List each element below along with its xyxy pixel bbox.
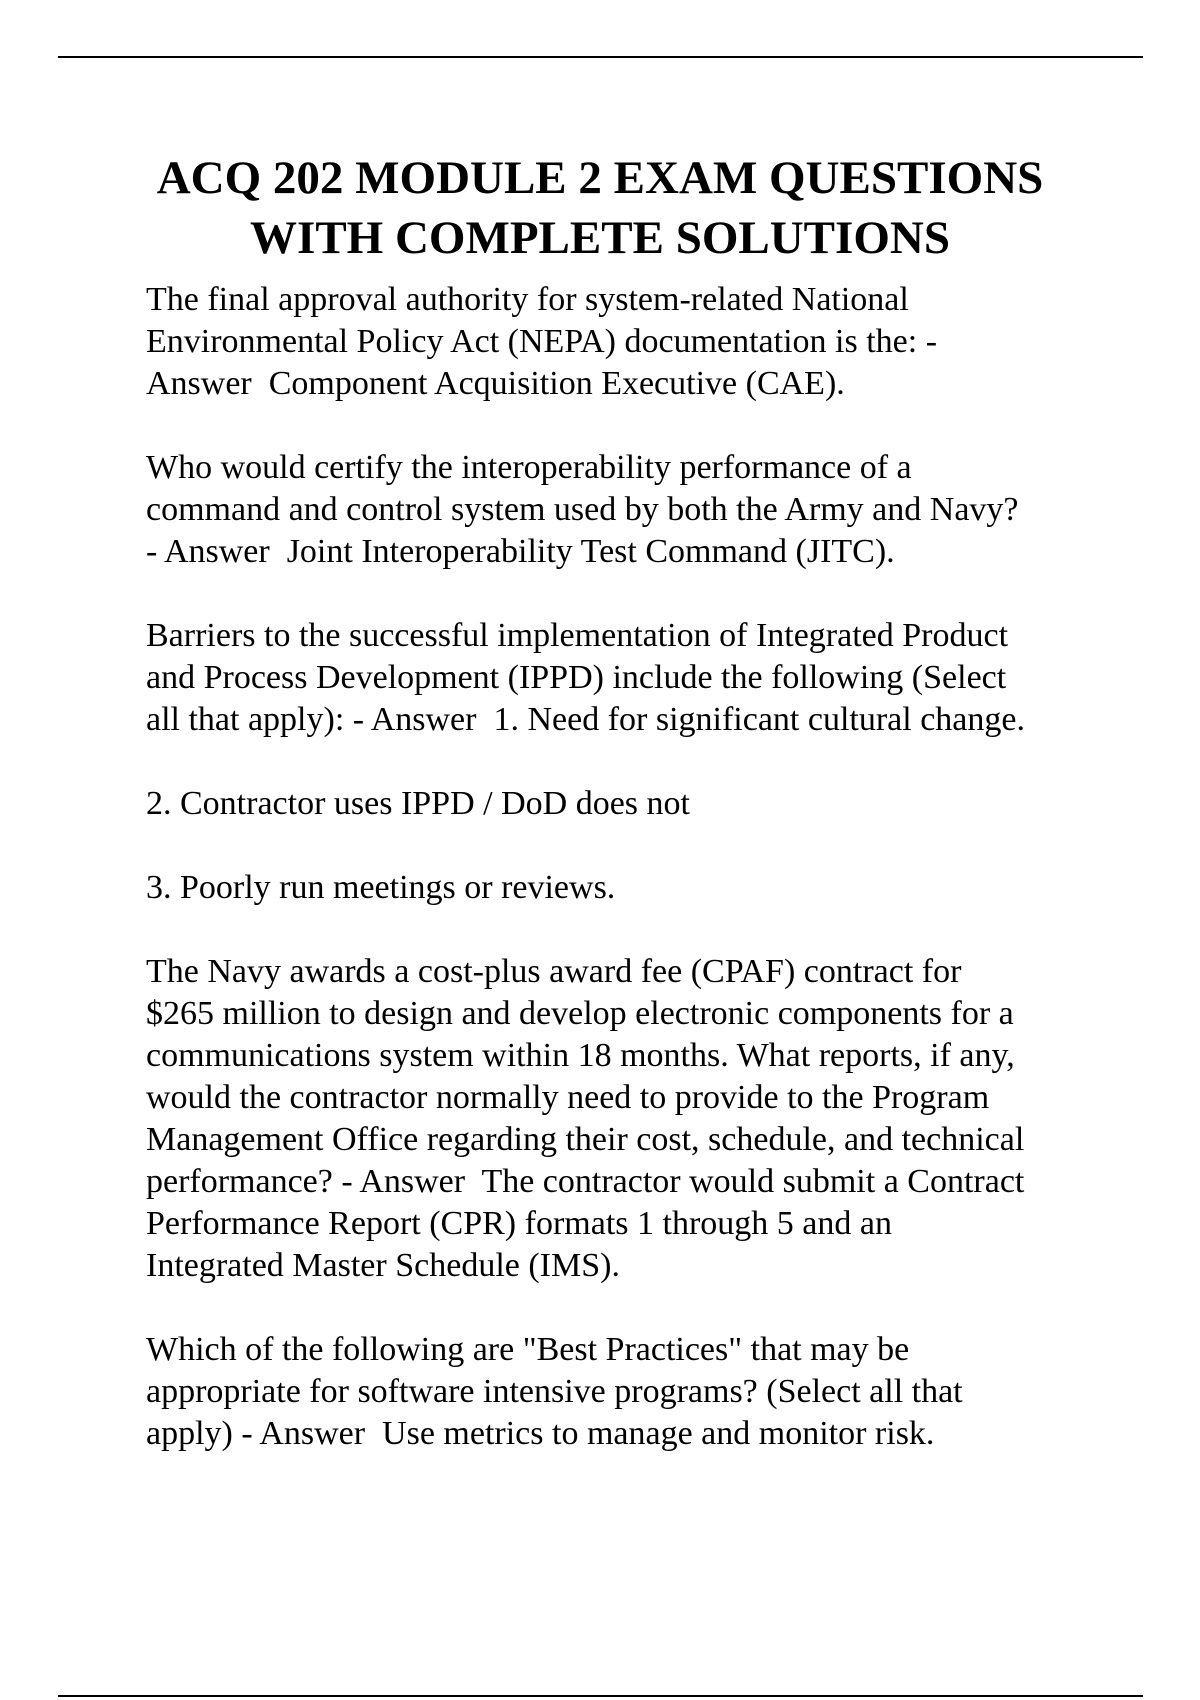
text-line: apply) - Answer Use metrics to manage and monitor risk. [146, 1415, 935, 1452]
qa-paragraph-cpaf-reports [146, 951, 1146, 1287]
answer-item-3 [146, 867, 1146, 909]
text-line: communications system within 18 months. What reports, if any, [146, 1037, 1015, 1074]
title-line: WITH COMPLETE SOLUTIONS [250, 212, 950, 264]
answer-item-2 [146, 783, 1146, 825]
qa-paragraph-nepa [146, 279, 1146, 405]
text-line: Integrated Master Schedule (IMS). [146, 1247, 620, 1284]
text-line: and Process Development (IPPD) include the following (Select [146, 659, 1007, 696]
page-title [100, 148, 1100, 268]
text-line: Performance Report (CPR) formats 1 through 5 and an [146, 1205, 892, 1242]
text-line: The final approval authority for system-related National [146, 281, 909, 318]
text-line: Management Office regarding their cost, schedule, and technical [146, 1121, 1025, 1158]
text-line: Answer Component Acquisition Executive (CAE). [146, 365, 845, 402]
text-line: Environmental Policy Act (NEPA) documentation is the: - [146, 323, 938, 360]
bottom-divider [58, 1695, 1143, 1697]
qa-paragraph-ippd-barriers [146, 615, 1146, 741]
text-line: 3. Poorly run meetings or reviews. [146, 869, 616, 906]
qa-paragraph-best-practices [146, 1329, 1146, 1455]
text-line: The Navy awards a cost-plus award fee (CPAF) contract for [146, 953, 962, 990]
text-line: performance? - Answer The contractor would submit a Contract [146, 1163, 1025, 1200]
text-line: appropriate for software intensive programs? (Select all that [146, 1373, 963, 1410]
text-line: 2. Contractor uses IPPD / DoD does not [146, 785, 690, 822]
text-line: Who would certify the interoperability performance of a [146, 449, 912, 486]
text-line: Which of the following are "Best Practices" that may be [146, 1331, 910, 1368]
text-line: all that apply): - Answer 1. Need for significant cultural change. [146, 701, 1025, 738]
qa-paragraph-interoperability [146, 447, 1146, 573]
text-line: - Answer Joint Interoperability Test Command (JITC). [146, 533, 895, 570]
text-line: command and control system used by both the Army and Navy? [146, 491, 1019, 528]
title-line: ACQ 202 MODULE 2 EXAM QUESTIONS [156, 152, 1044, 204]
text-line: Barriers to the successful implementation of Integrated Product [146, 617, 1009, 654]
document-body [146, 279, 1146, 1497]
text-line: would the contractor normally need to provide to the Program [146, 1079, 990, 1116]
text-line: $265 million to design and develop electronic components for a [146, 995, 1014, 1032]
top-divider [58, 56, 1143, 58]
